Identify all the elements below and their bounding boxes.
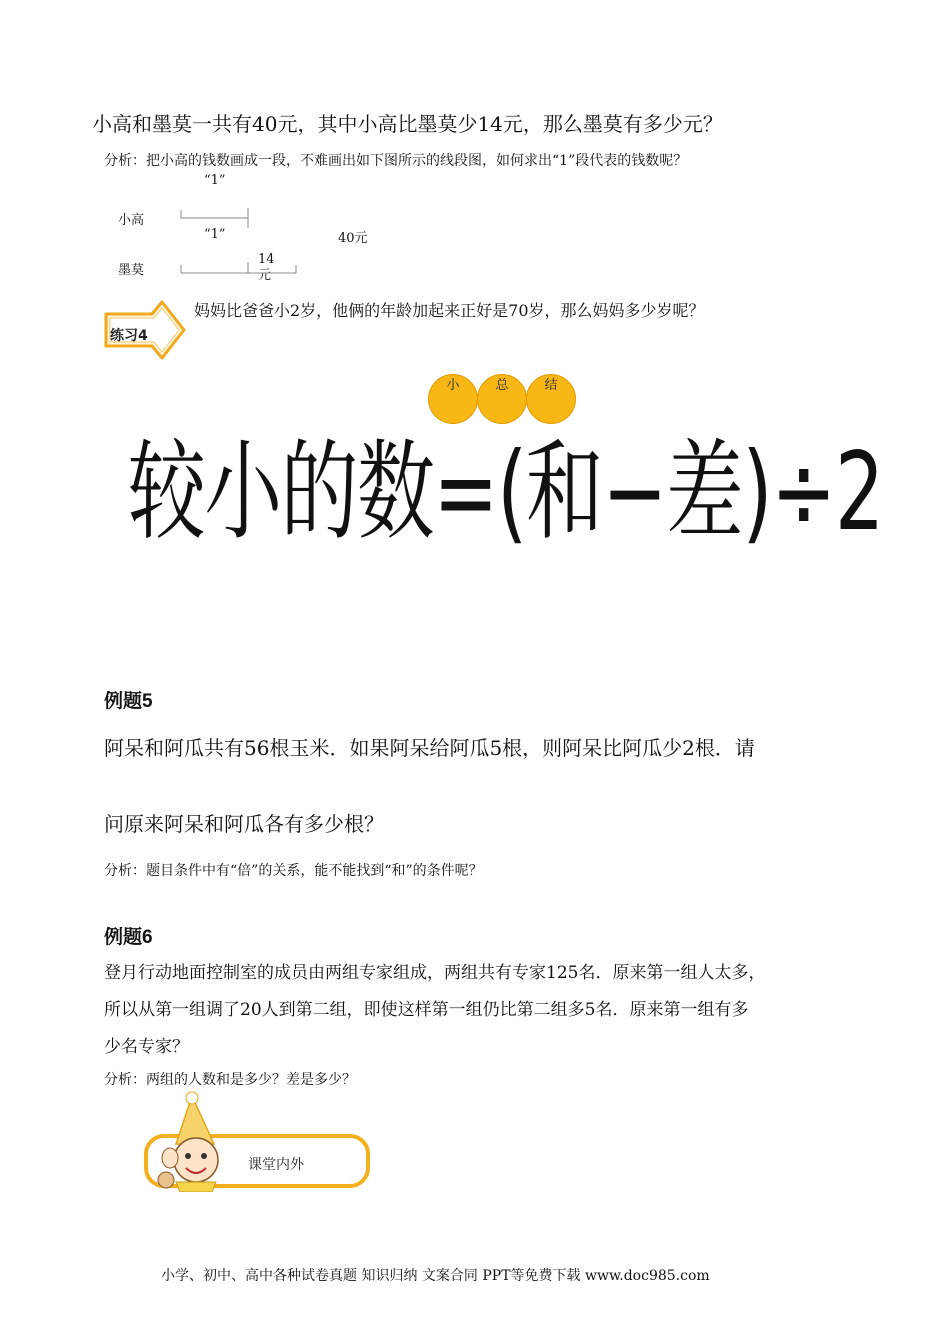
line-segment-diagram xyxy=(0,0,950,300)
diagram-label-total: 40元 xyxy=(338,231,368,246)
footer-text: 小学、初中、高中各种试卷真题 知识归纳 文案合同 PPT等免费下载 www.doc985.com xyxy=(161,1268,710,1284)
diagram-label-unit-top: “1” xyxy=(204,173,226,188)
example6-text-line1: 登月行动地面控制室的成员由两组专家组成，两组共有专家125名．原来第一组人太多， xyxy=(104,963,766,983)
practice-text: 妈妈比爸爸小2岁，他俩的年龄加起来正好是70岁，那么妈妈多少岁呢？ xyxy=(194,301,705,320)
classroom-label: 课堂内外 xyxy=(248,1157,304,1173)
example6-analysis: 分析：两组的人数和是多少？差是多少？ xyxy=(104,1072,356,1088)
example5-text-line2: 问原来阿呆和阿瓜各有多少根？ xyxy=(104,812,384,836)
summary-char-3: 结 xyxy=(526,374,576,424)
analysis-text-1: 分析：把小高的钱数画成一段，不难画出如下图所示的线段图，如何求出“1”段代表的钱数呢？ xyxy=(104,153,688,169)
summary-char-2: 总 xyxy=(477,374,527,424)
practice-badge-label: 练习4 xyxy=(110,328,148,344)
problem-text: 小高和墨莫一共有40元，其中小高比墨莫少14元，那么墨莫有多少元？ xyxy=(92,112,723,136)
diagram-label-momo: 墨莫 xyxy=(118,263,145,278)
example5-text-line1: 阿呆和阿瓜共有56根玉米．如果阿呆给阿瓜5根，则阿呆比阿瓜少2根．请 xyxy=(104,736,755,760)
summary-formula: 较小的数=(和−差)÷2 xyxy=(128,430,883,555)
summary-char-1: 小 xyxy=(428,374,478,424)
diagram-label-unit-mid: “1” xyxy=(204,227,226,242)
example5-analysis: 分析：题目条件中有“倍”的关系，能不能找到“和”的条件呢？ xyxy=(104,863,483,879)
diagram-label-difference: 14元 xyxy=(258,252,275,283)
example6-text-line2: 所以从第一组调了20人到第二组，即使这样第一组仍比第二组多5名．原来第一组有多 xyxy=(104,1000,749,1020)
example5-title: 例题5 xyxy=(104,691,153,712)
practice-badge xyxy=(100,296,186,364)
classroom-banner xyxy=(140,1088,375,1192)
diagram-label-xiaogao: 小高 xyxy=(118,213,145,228)
example6-text-line3: 少名专家？ xyxy=(104,1037,189,1057)
example6-title: 例题6 xyxy=(104,927,153,948)
